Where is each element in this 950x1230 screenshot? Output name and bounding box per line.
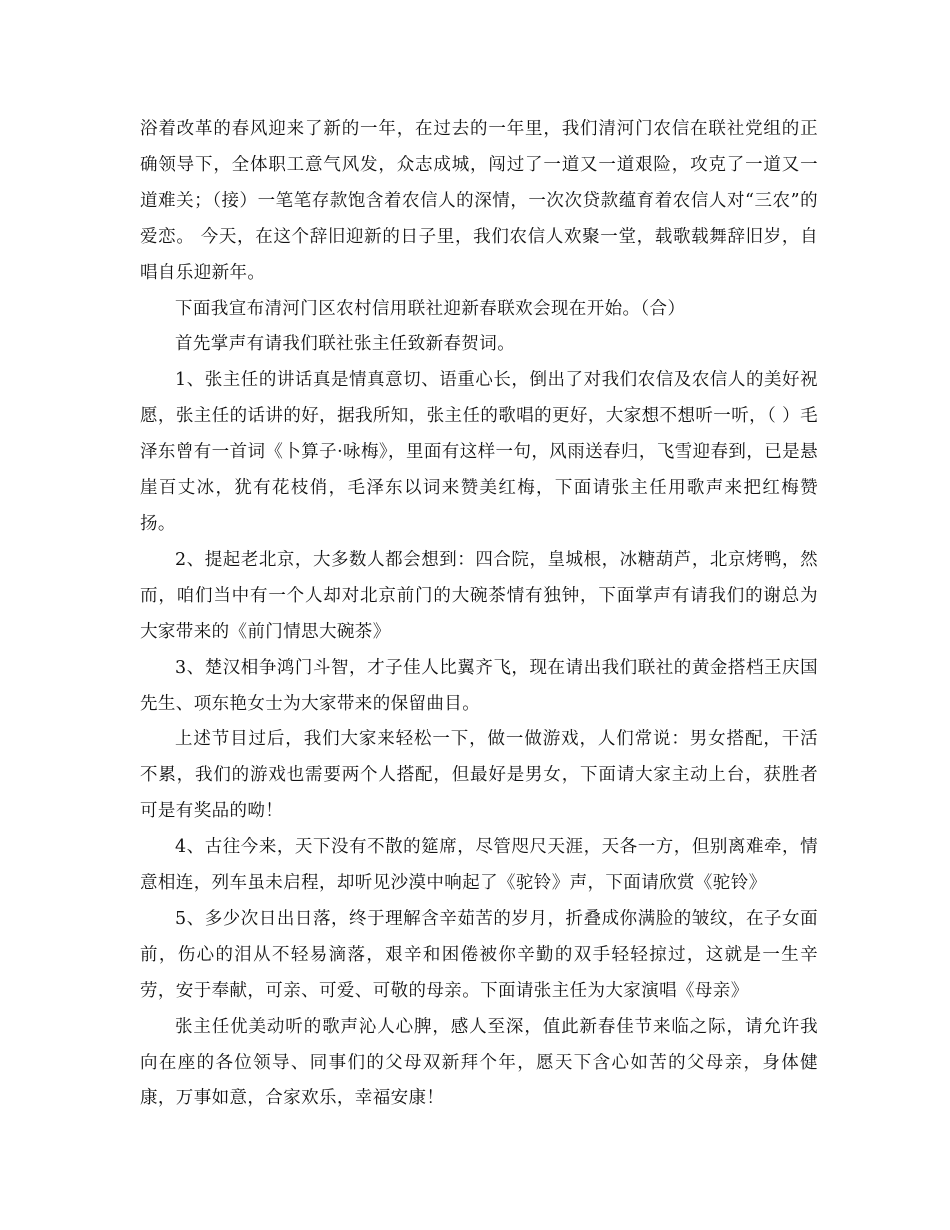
paragraph-item-5: 5、多少次日出日落，终于理解含辛茹苦的岁月，折叠成你满脸的皱纹，在子女面前，伤心的泪从不轻易滴落，艰辛和困倦被你辛勤的双手轻轻掠过，这就是一生辛劳，安于奉献，可亲、可爱、可敬的母亲。下面请张主任为大家演唱《母亲》 [140,908,818,1001]
paragraph-item-1: 1、张主任的讲话真是情真意切、语重心长，倒出了对我们农信及农信人的美好祝愿，张主任的话讲的好，据我所知，张主任的歌唱的更好，大家想不想听一听，（ ）毛泽东曾有一首词《卜算子·咏梅》，里面有这样一句，风雨送春归，飞雪迎春到，已是悬崖百丈冰，犹有花枝俏，毛泽东以词来赞美红梅，下面请张主任用歌声来把红梅赞扬。 [140,370,818,534]
paragraph-closing: 张主任优美动听的歌声沁人心脾，感人至深，值此新春佳节来临之际，请允许我向在座的各位领导、同事们的父母双新拜个年，愿天下含心如苦的父母亲，身体健康，万事如意，合家欢乐，幸福安康！ [140,1016,818,1109]
paragraph-announcement: 下面我宣布清河门区农村信用联社迎新春联欢会现在开始。（合） [175,298,686,319]
paragraph-invitation: 首先掌声有请我们联社张主任致新春贺词。 [175,334,516,355]
paragraph-game: 上述节目过后，我们大家来轻松一下，做一做游戏，人们常说：男女搭配，干活不累，我们的游戏也需要两个人搭配，但最好是男女，下面请大家主动上台，获胜者可是有奖品的呦！ [140,729,818,822]
paragraph-item-3: 3、楚汉相争鸿门斗智，才子佳人比翼齐飞，现在请出我们联社的黄金搭档王庆国先生、项东艳女士为大家带来的保留曲目。 [140,657,818,714]
paragraph-opening: 浴着改革的春风迎来了新的一年，在过去的一年里，我们清河门农信在联社党组的正确领导下，全体职工意气风发，众志成城，闯过了一道又一道艰险，攻克了一道又一道难关；（接）一笔笔存款饱含着农信人的深情，一次次贷款蕴育着农信人对“三农”的爱恋。 今天，在这个辞旧迎新的日子里，我们农信人欢聚一堂，载歌载舞辞旧岁，自唱自乐迎新年。 [140,119,818,283]
paragraph-item-2: 2、提起老北京，大多数人都会想到：四合院，皇城根，冰糖葫芦，北京烤鸭，然而，咱们当中有一个人却对北京前门的大碗茶情有独钟，下面掌声有请我们的谢总为大家带来的《前门情思大碗茶》 [140,549,818,642]
document-body [140,112,818,1117]
paragraph-item-4: 4、古往今来，天下没有不散的筵席，尽管咫尺天涯，天各一方，但别离难牵，情意相连，列车虽未启程，却听见沙漠中响起了《驼铃》声，下面请欣赏《驼铃》 [140,837,818,894]
